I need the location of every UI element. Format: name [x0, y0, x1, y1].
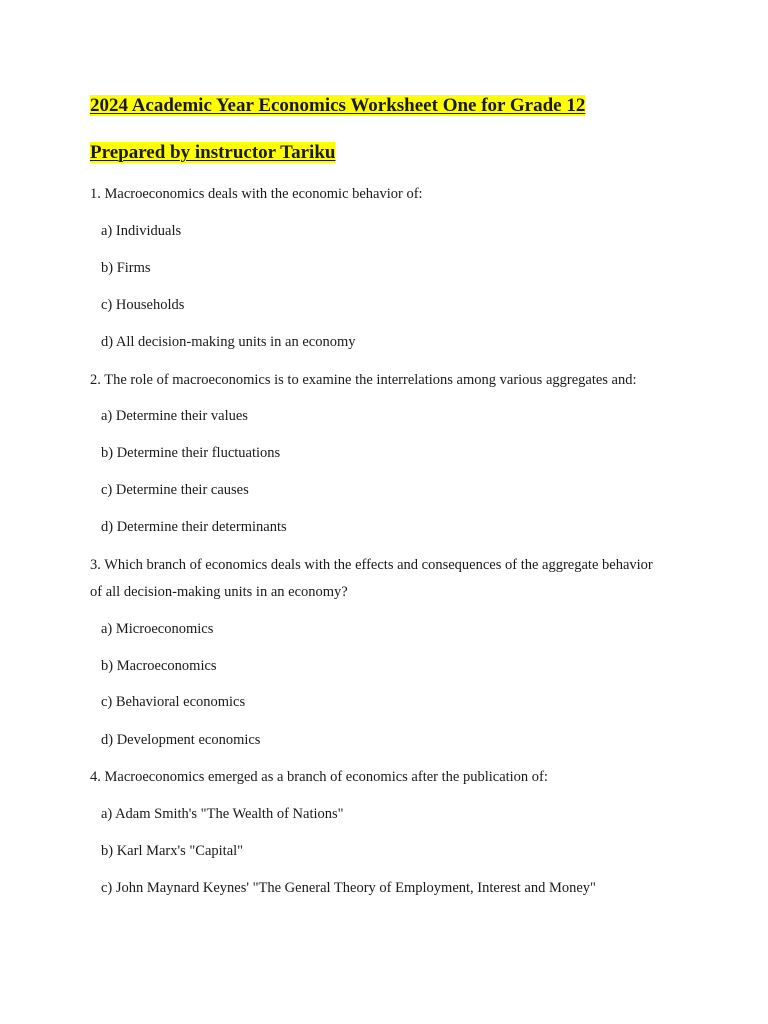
worksheet-subtitle	[90, 142, 335, 164]
question-3-option-b: b) Macroeconomics	[101, 658, 217, 674]
question-1-text: 1. Macroeconomics deals with the economic behavior of:	[90, 186, 423, 202]
question-2-text: 2. The role of macroeconomics is to examine the interrelations among various aggregates and:	[90, 372, 637, 388]
question-4-option-c: c) John Maynard Keynes' "The General Theory of Employment, Interest and Money"	[101, 880, 596, 896]
question-1-option-a: a) Individuals	[101, 223, 182, 239]
question-1-option-d: d) All decision-making units in an economy	[101, 334, 356, 350]
question-2-option-c: c) Determine their causes	[101, 482, 249, 498]
worksheet-title	[90, 95, 585, 117]
question-4-option-b: b) Karl Marx's "Capital"	[101, 843, 244, 859]
question-3-option-c: c) Behavioral economics	[101, 694, 246, 710]
question-4-text: 4. Macroeconomics emerged as a branch of economics after the publication of:	[90, 769, 548, 785]
question-1-option-c: c) Households	[101, 297, 185, 313]
question-3-text-line-1: 3. Which branch of economics deals with the effects and consequences of the aggregate behavior	[90, 557, 653, 573]
question-3-option-d: d) Development economics	[101, 732, 261, 748]
question-4-option-a: a) Adam Smith's "The Wealth of Nations"	[101, 806, 344, 822]
question-2-option-b: b) Determine their fluctuations	[101, 445, 281, 461]
question-1-option-b: b) Firms	[101, 260, 151, 276]
question-2-option-a: a) Determine their values	[101, 408, 248, 424]
worksheet-title-text: 2024 Academic Year Economics Worksheet One for Grade 12	[90, 95, 586, 116]
question-2-option-d: d) Determine their determinants	[101, 519, 287, 535]
question-3-option-a: a) Microeconomics	[101, 621, 214, 637]
worksheet-subtitle-text: Prepared by instructor Tariku	[90, 142, 336, 163]
question-3-text-line-2: of all decision-making units in an economy?	[90, 584, 348, 600]
